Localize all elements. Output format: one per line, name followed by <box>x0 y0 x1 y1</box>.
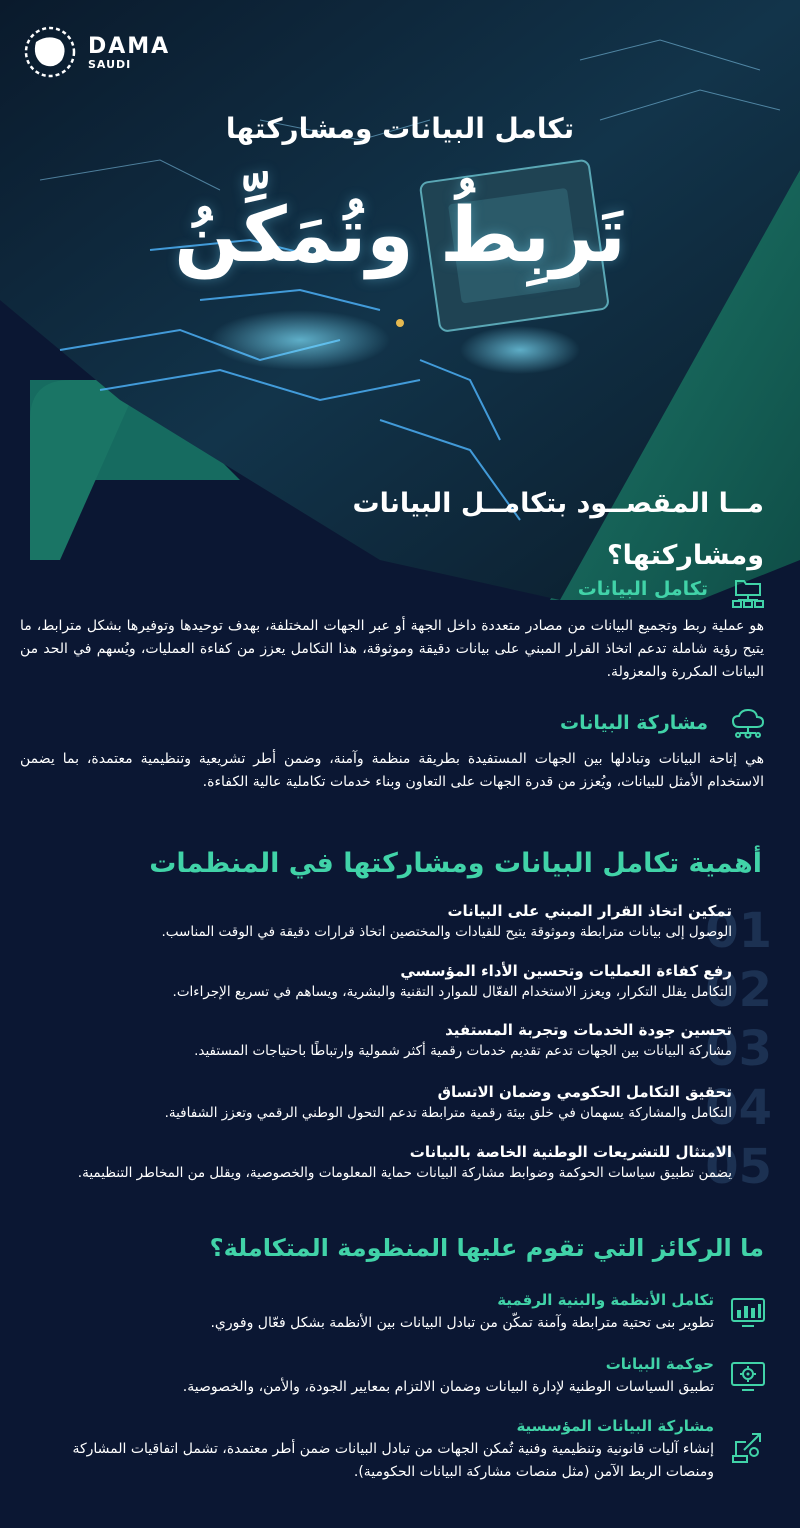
importance-item <box>20 960 732 1003</box>
data-transfer-icon <box>730 1430 766 1464</box>
pillar-text: تطوير بنى تحتية مترابطة وآمنة تمكّن من تبادل البيانات بين الأنظمة بشكل فعّال وفوري. <box>210 1315 714 1331</box>
importance-item-heading: رفع كفاءة العمليات وتحسين الأداء المؤسسي <box>400 962 732 980</box>
importance-item-heading: الامتثال للتشريعات الوطنية الخاصة بالبيانات <box>409 1143 732 1161</box>
importance-number: 03 <box>705 1021 772 1077</box>
integration-heading: تكامل البيانات <box>577 578 708 600</box>
importance-number: 02 <box>705 962 772 1018</box>
importance-item <box>20 900 732 943</box>
cloud-network-icon <box>730 707 766 739</box>
importance-item-text: مشاركة البيانات بين الجهات تدعم تقديم خدمات رقمية أكثر شمولية وارتباطًا باحتياجات المستفيد. <box>194 1043 732 1059</box>
importance-title: أهمية تكامل البيانات ومشاركتها في المنظمات <box>149 848 762 879</box>
importance-item-text: التكامل والمشاركة يسهمان في خلق بيئة رقمية مترابطة تدعم التحول الوطني الرقمي وتعزز الشفافية. <box>164 1105 732 1121</box>
hero-title: تَربِطُ وتُمَكِّنُ <box>174 190 626 279</box>
importance-item-text: التكامل يقلل التكرار، ويعزز الاستخدام الفعّال للموارد التقنية والبشرية، ويساهم في تسريع الإجراءات. <box>172 984 732 1000</box>
hero-subtitle: تكامل البيانات ومشاركتها <box>225 112 575 145</box>
importance-item <box>20 1019 732 1062</box>
pillar-item <box>24 1352 714 1399</box>
pillar-heading: حوكمة البيانات <box>605 1355 714 1373</box>
intro-question: مــا المقصــود بتكامــل البيانات ومشاركتها؟ <box>352 488 764 571</box>
brand-country: SAUDI <box>88 58 132 71</box>
sharing-heading: مشاركة البيانات <box>559 712 708 734</box>
dama-logo <box>22 24 192 84</box>
globe-logo-icon <box>22 24 78 80</box>
brand-name: DAMA <box>88 34 171 59</box>
network-folder-icon <box>730 577 766 609</box>
pillar-text: إنشاء آليات قانونية وتنظيمية وفنية تُمكن الجهات من تبادل البيانات ضمن أطر معتمدة، تشمل اتفاقيات المشاركة ومنصات الربط الآمن (مثل منصات مشاركة البيانات الحكومية). <box>72 1441 714 1480</box>
pillar-item <box>24 1414 714 1484</box>
gear-monitor-icon <box>730 1360 766 1394</box>
importance-item-text: يضمن تطبيق سياسات الحوكمة وضوابط مشاركة البيانات حماية المعلومات والخصوصية، ويقلل من المخاطر التنظيمية. <box>77 1165 732 1181</box>
pillar-heading: مشاركة البيانات المؤسسية <box>516 1417 714 1435</box>
importance-item-text: الوصول إلى بيانات مترابطة وموثوقة يتيح للقيادات والمختصين اتخاذ قرارات دقيقة في الوقت المناسب. <box>161 924 732 940</box>
importance-item <box>20 1141 732 1184</box>
importance-item-heading: تمكين اتخاذ القرار المبني على البيانات <box>447 902 732 920</box>
importance-number: 05 <box>705 1139 772 1195</box>
importance-number: 04 <box>705 1080 772 1136</box>
pillar-heading: تكامل الأنظمة والبنية الرقمية <box>497 1291 714 1309</box>
pillars-title: ما الركائز التي تقوم عليها المنظومة المتكاملة؟ <box>209 1234 764 1262</box>
importance-item-heading: تحسين جودة الخدمات وتجربة المستفيد <box>445 1021 732 1039</box>
importance-item <box>20 1081 732 1124</box>
pillar-item <box>24 1288 714 1335</box>
pillar-text: تطبيق السياسات الوطنية لإدارة البيانات وضمان الالتزام بمعايير الجودة، والأمن، والخصوصية. <box>182 1379 714 1395</box>
sharing-text: هي إتاحة البيانات وتبادلها بين الجهات المستفيدة بطريقة منظمة وآمنة، وضمن أطر تشريعية وتنظيمية معتمدة، بما يضمن الاستخدام الأمثل للبيانات، ويُعزز من قدرة الجهات على التعاون وبناء خدمات تكاملية عالية الكفاءة. <box>20 751 764 790</box>
importance-item-heading: تحقيق التكامل الحكومي وضمان الاتساق <box>437 1083 732 1101</box>
importance-number: 01 <box>705 903 772 959</box>
integration-text: هو عملية ربط وتجميع البيانات من مصادر متعددة داخل الجهة أو عبر الجهات المختلفة، بهدف توحيدها وتوفيرها بشكل مترابط، ما يتيح رؤية شاملة تدعم اتخاذ القرار المبني على بيانات دقيقة وموثوقة، هذا التكامل يعزز من كفاءة العمليات، ويُسهم في الحد من البيانات المكررة والمعزولة. <box>20 618 764 680</box>
dashboard-monitor-icon <box>730 1296 766 1330</box>
